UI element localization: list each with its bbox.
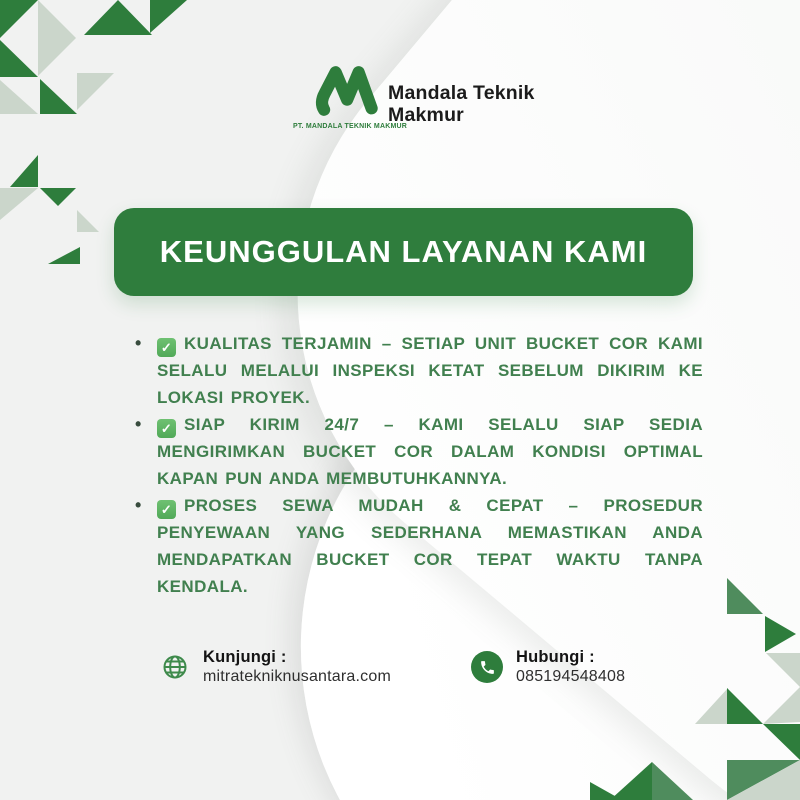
logo-caption: PT. MANDALA TEKNIK MAKMUR	[292, 123, 407, 130]
benefit-item-1	[157, 330, 703, 411]
benefit-text-3: PROSES SEWA MUDAH & CEPAT – PROSEDUR PENYEWAAN YANG SEDERHANA MEMASTIKAN ANDA MENDAPATKAN BUCKET COR TEPAT WAKTU TANPA KENDALA.	[157, 496, 703, 596]
visit-label: Kunjungi :	[203, 648, 287, 666]
logo-m-icon	[314, 62, 386, 120]
company-name-line1: Mandala Teknik	[388, 82, 535, 104]
benefit-text-1: KUALITAS TERJAMIN – SETIAP UNIT BUCKET COR KAMI SELALU MELALUI INSPEKSI KETAT SEBELUM DIKIRIM KE LOKASI PROYEK.	[157, 334, 703, 407]
website-url: mitratekniknusantara.com	[203, 668, 391, 685]
benefit-item-2	[157, 411, 703, 492]
phone-number: 085194548408	[516, 668, 626, 685]
phone-contact	[471, 648, 625, 686]
benefit-text-2: SIAP KIRIM 24/7 – KAMI SELALU SIAP SEDIA MENGIRIMKAN BUCKET COR DALAM KONDISI OPTIMAL KAPAN PUN ANDA MEMBUTUHKANNYA.	[157, 415, 703, 488]
headline-banner	[114, 208, 693, 296]
check-icon: ✓	[157, 419, 176, 438]
contact-label: Hubungi :	[516, 648, 595, 666]
check-icon: ✓	[157, 500, 176, 519]
website-contact	[160, 648, 391, 686]
benefit-item-3	[157, 492, 703, 600]
check-icon: ✓	[157, 338, 176, 357]
company-name-line2: Makmur	[388, 104, 464, 126]
phone-icon	[471, 651, 503, 683]
headline-text: KEUNGGULAN LAYANAN KAMI	[159, 234, 648, 269]
company-name	[388, 82, 535, 126]
globe-icon	[160, 652, 190, 682]
benefits-list	[133, 330, 703, 600]
